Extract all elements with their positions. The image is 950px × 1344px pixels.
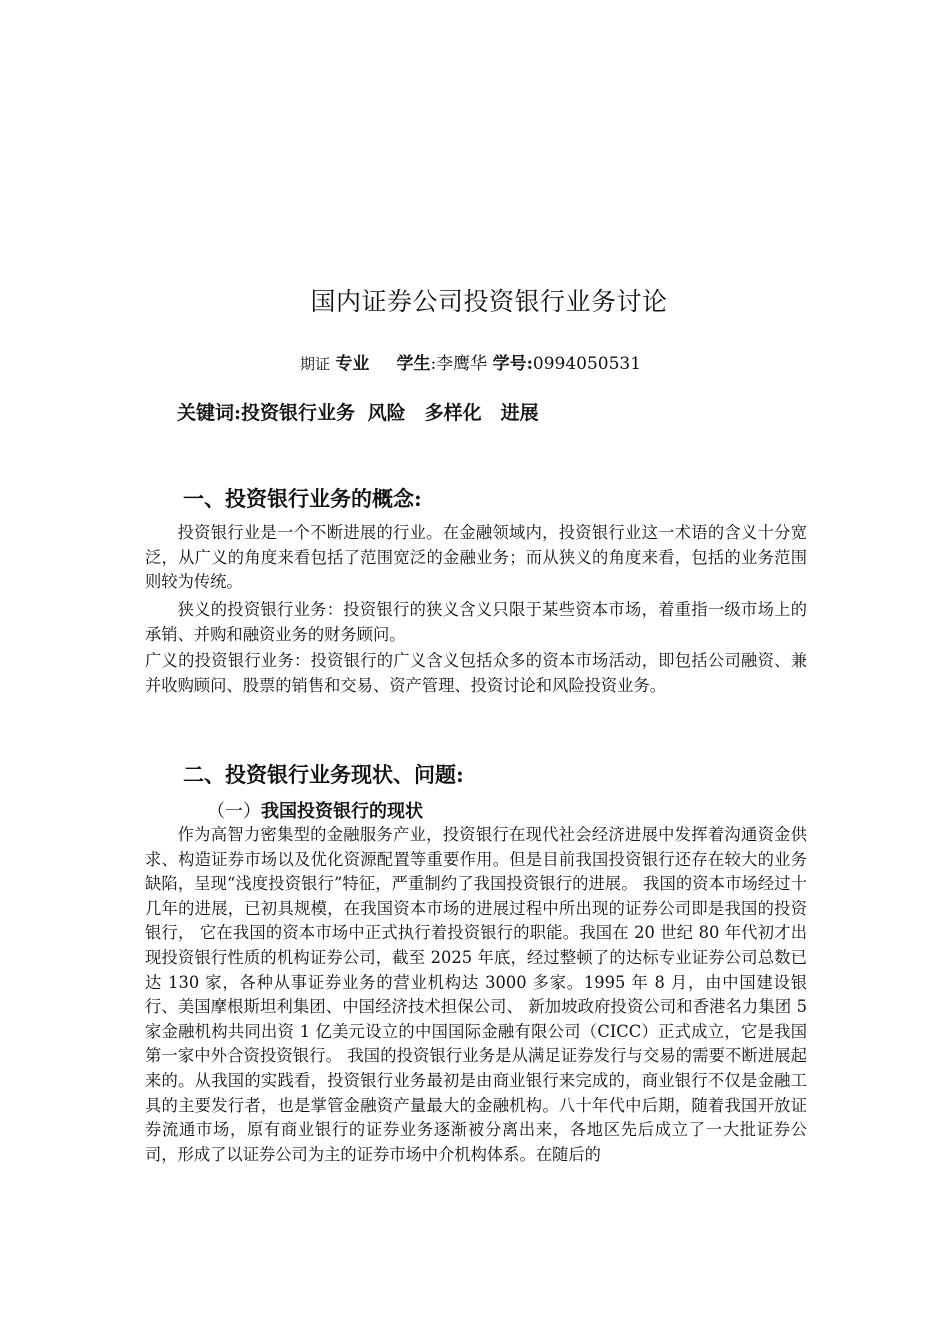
- document-title: 国内证券公司投资银行业务讨论: [310, 287, 668, 316]
- section-2-heading: 二、投资银行业务现状、问题:: [183, 762, 464, 787]
- student-id-label: 学号:: [492, 354, 533, 374]
- author-byline: [300, 349, 641, 374]
- keywords-line: 关键词:投资银行业务 风险 多样化 进展: [177, 402, 539, 424]
- section-1-heading: 一、投资银行业务的概念:: [183, 486, 422, 511]
- section-1-paragraph-1: 投资银行业是一个不断进展的行业。在金融领域内，投资银行业这一术语的含义十分宽泛，从广义的角度来看包括了范围宽泛的金融业务；而从狭义的角度来看，包括的业务范围则较为传统。: [145, 523, 807, 592]
- subheading-number: （一）: [207, 801, 261, 822]
- section-1-paragraph-3: 广义的投资银行业务：投资银行的广义含义包括众多的资本市场活动，即包括公司融资、兼并收购顾问、股票的销售和交易、资产管理、投资讨论和风险投资业务。: [145, 651, 807, 695]
- major-label: 专业: [335, 354, 370, 374]
- section-2-paragraph-1: 作为高智力密集型的金融服务产业，投资银行在现代社会经济进展中发挥着沟通资金供求、构造证券市场以及优化资源配置等重要作用。但是目前我国投资银行还存在较大的业务缺陷，呈现“浅度投资银行”特征，严重制约了我国投资银行的进展。 我国的资本市场经过十几年的进展，已初具规模，在我国资本市场的进展过程中所出现的证券公司即是我国的投资银行， 它在我国的资本市场中正式执行着投资银行的职能。我国在 20 世纪 80 年代初才出现投资银行性质的机构证券公司，截至 2025 年底，经过整顿了的达标专业证券公司总数已达 130 家，各种从事证券业务的营业机构达 3000 多家。1995 年 8 月，由中国建设银行、美国摩根斯坦利集团、中国经济技术担保公司、 新加坡政府投资公司和香港名力集团 5家金融机构共同出资 1 亿美元设立的中国国际金融有限公司（CICC）正式成立，它是我国第一家中外合资投资银行。 我国的投资银行业务是从满足证券发行与交易的需要不断进展起来的。从我国的实践看，投资银行业务最初是由商业银行来完成的，商业银行不仅是金融工具的主要发行者，也是掌管金融资产量最大的金融机构。八十年代中后期，随着我国开放证券流通市场，原有商业银行的证券业务逐渐被分离出来，各地区先后成立了一大批证券公司，形成了以证券公司为主的证券市场中介机构体系。在随后的: [145, 825, 807, 1164]
- section-2-subheading: [207, 797, 423, 823]
- student-id-value: 0994050531: [532, 354, 642, 374]
- subheading-text: 我国投资银行的现状: [261, 801, 423, 822]
- student-label: 学生: [396, 354, 431, 374]
- major-name: 期证: [300, 355, 331, 373]
- section-1-paragraph-2: 狭义的投资银行业务：投资银行的狭义含义只限于某些资本市场，着重指一级市场上的承销、并购和融资业务的财务顾问。: [145, 600, 807, 644]
- student-name: :李鹰华: [430, 354, 488, 374]
